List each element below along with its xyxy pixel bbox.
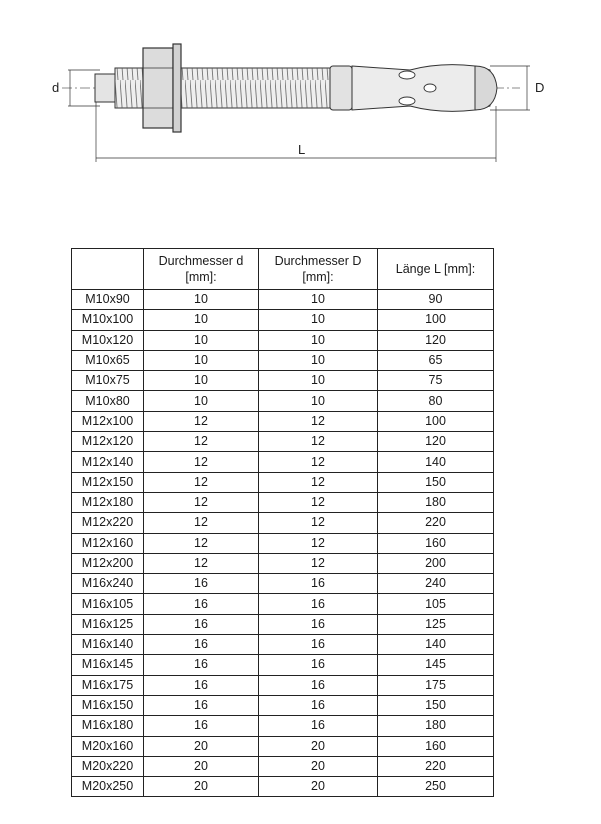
table-header-row [72, 249, 494, 290]
diameter-D-cell: 12 [259, 432, 378, 452]
table-row [72, 513, 494, 533]
length-L-cell: 180 [378, 716, 494, 736]
diameter-D-cell: 16 [259, 675, 378, 695]
type-cell: M12x120 [72, 432, 144, 452]
diameter-d-cell: 12 [144, 411, 259, 431]
bolt-tip [95, 74, 115, 102]
length-L-cell: 100 [378, 310, 494, 330]
diameter-d-cell: 16 [144, 716, 259, 736]
type-cell: M16x140 [72, 635, 144, 655]
type-cell: M16x180 [72, 716, 144, 736]
type-cell: M12x180 [72, 492, 144, 512]
type-cell: M16x105 [72, 594, 144, 614]
diameter-D-cell: 20 [259, 777, 378, 797]
type-cell: M10x80 [72, 391, 144, 411]
cone-end [475, 66, 497, 110]
table-row [72, 635, 494, 655]
length-L-cell: 175 [378, 675, 494, 695]
length-L-cell: 120 [378, 330, 494, 350]
type-cell: M10x120 [72, 330, 144, 350]
header-cell-diameter-d: Durchmesser d [mm]: [144, 249, 259, 290]
diameter-d-cell: 12 [144, 513, 259, 533]
table-row [72, 492, 494, 512]
table-row [72, 432, 494, 452]
table-row [72, 574, 494, 594]
table-row [72, 533, 494, 553]
table-row [72, 756, 494, 776]
table-row [72, 594, 494, 614]
header-cell-diameter-D: Durchmesser D [mm]: [259, 249, 378, 290]
type-cell: M10x65 [72, 350, 144, 370]
washer [173, 44, 181, 132]
type-cell: M12x200 [72, 553, 144, 573]
length-L-cell: 250 [378, 777, 494, 797]
diameter-D-cell: 20 [259, 756, 378, 776]
header-cell-length-L: Länge L [mm]: [378, 249, 494, 290]
diameter-d-cell: 10 [144, 290, 259, 310]
diameter-d-cell: 20 [144, 777, 259, 797]
type-cell: M16x150 [72, 695, 144, 715]
table-row [72, 411, 494, 431]
type-cell: M10x90 [72, 290, 144, 310]
table-row [72, 736, 494, 756]
length-L-cell: 150 [378, 472, 494, 492]
diameter-D-cell: 16 [259, 635, 378, 655]
diameter-d-cell: 16 [144, 675, 259, 695]
diameter-d-cell: 16 [144, 655, 259, 675]
type-cell: M20x250 [72, 777, 144, 797]
length-L-cell: 80 [378, 391, 494, 411]
length-L-cell: 220 [378, 513, 494, 533]
table-row [72, 391, 494, 411]
diameter-D-cell: 10 [259, 391, 378, 411]
diameter-d-cell: 12 [144, 553, 259, 573]
diameter-d-cell: 16 [144, 614, 259, 634]
diameter-d-cell: 12 [144, 533, 259, 553]
diameter-D-cell: 16 [259, 695, 378, 715]
table-row [72, 716, 494, 736]
table-row [72, 290, 494, 310]
dimensions-table [71, 248, 494, 797]
table-row [72, 695, 494, 715]
diameter-d-cell: 12 [144, 492, 259, 512]
dimension-L-label: L [298, 142, 306, 157]
diameter-D-cell: 10 [259, 350, 378, 370]
diameter-D-cell: 16 [259, 716, 378, 736]
length-L-cell: 75 [378, 371, 494, 391]
diameter-D-cell: 16 [259, 574, 378, 594]
length-L-cell: 160 [378, 533, 494, 553]
diameter-D-cell: 12 [259, 411, 378, 431]
length-L-cell: 240 [378, 574, 494, 594]
type-cell: M10x100 [72, 310, 144, 330]
diameter-d-cell: 10 [144, 350, 259, 370]
length-L-cell: 220 [378, 756, 494, 776]
expansion-clip [352, 65, 490, 112]
diameter-d-cell: 16 [144, 635, 259, 655]
type-cell: M12x160 [72, 533, 144, 553]
table-row [72, 655, 494, 675]
length-L-cell: 150 [378, 695, 494, 715]
diameter-D-cell: 12 [259, 553, 378, 573]
diameter-d-cell: 10 [144, 310, 259, 330]
length-L-cell: 125 [378, 614, 494, 634]
type-cell: M12x220 [72, 513, 144, 533]
diameter-D-cell: 10 [259, 330, 378, 350]
type-cell: M16x145 [72, 655, 144, 675]
diameter-D-cell: 16 [259, 614, 378, 634]
length-L-cell: 100 [378, 411, 494, 431]
length-L-cell: 160 [378, 736, 494, 756]
table-row [72, 614, 494, 634]
length-L-cell: 105 [378, 594, 494, 614]
diameter-D-cell: 16 [259, 655, 378, 675]
table-row [72, 330, 494, 350]
diameter-D-cell: 12 [259, 533, 378, 553]
type-cell: M10x75 [72, 371, 144, 391]
length-L-cell: 90 [378, 290, 494, 310]
diameter-d-cell: 12 [144, 432, 259, 452]
diameter-D-cell: 20 [259, 736, 378, 756]
table-row [72, 472, 494, 492]
length-L-cell: 65 [378, 350, 494, 370]
diameter-d-cell: 10 [144, 330, 259, 350]
diameter-d-cell: 12 [144, 472, 259, 492]
diameter-d-cell: 20 [144, 756, 259, 776]
table-row [72, 371, 494, 391]
length-L-cell: 145 [378, 655, 494, 675]
type-cell: M20x220 [72, 756, 144, 776]
diameter-D-cell: 16 [259, 594, 378, 614]
diameter-d-cell: 20 [144, 736, 259, 756]
length-L-cell: 200 [378, 553, 494, 573]
table-row [72, 350, 494, 370]
dimension-d-label: d [52, 80, 60, 95]
table-row [72, 310, 494, 330]
diameter-d-cell: 10 [144, 391, 259, 411]
table-body [72, 290, 494, 797]
type-cell: M12x150 [72, 472, 144, 492]
type-cell: M20x160 [72, 736, 144, 756]
diameter-D-cell: 12 [259, 472, 378, 492]
length-L-cell: 120 [378, 432, 494, 452]
diameter-d-cell: 16 [144, 695, 259, 715]
type-cell: M12x140 [72, 452, 144, 472]
diameter-d-cell: 16 [144, 574, 259, 594]
diameter-d-cell: 16 [144, 594, 259, 614]
diameter-D-cell: 10 [259, 310, 378, 330]
diameter-D-cell: 10 [259, 371, 378, 391]
type-cell: M16x125 [72, 614, 144, 634]
type-cell: M16x175 [72, 675, 144, 695]
diameter-D-cell: 10 [259, 290, 378, 310]
diameter-D-cell: 12 [259, 513, 378, 533]
anchor-bolt-drawing [0, 0, 601, 200]
type-cell: M12x100 [72, 411, 144, 431]
dimension-D-label: D [535, 80, 545, 95]
diameter-D-cell: 12 [259, 492, 378, 512]
table-row [72, 452, 494, 472]
type-cell: M16x240 [72, 574, 144, 594]
length-L-cell: 180 [378, 492, 494, 512]
diameter-d-cell: 12 [144, 452, 259, 472]
table-row [72, 553, 494, 573]
table-row [72, 675, 494, 695]
table-row [72, 777, 494, 797]
diameter-D-cell: 12 [259, 452, 378, 472]
header-cell-type [72, 249, 144, 290]
hex-nut [143, 48, 173, 128]
expansion-sleeve [330, 66, 352, 110]
diameter-d-cell: 10 [144, 371, 259, 391]
length-L-cell: 140 [378, 635, 494, 655]
length-L-cell: 140 [378, 452, 494, 472]
